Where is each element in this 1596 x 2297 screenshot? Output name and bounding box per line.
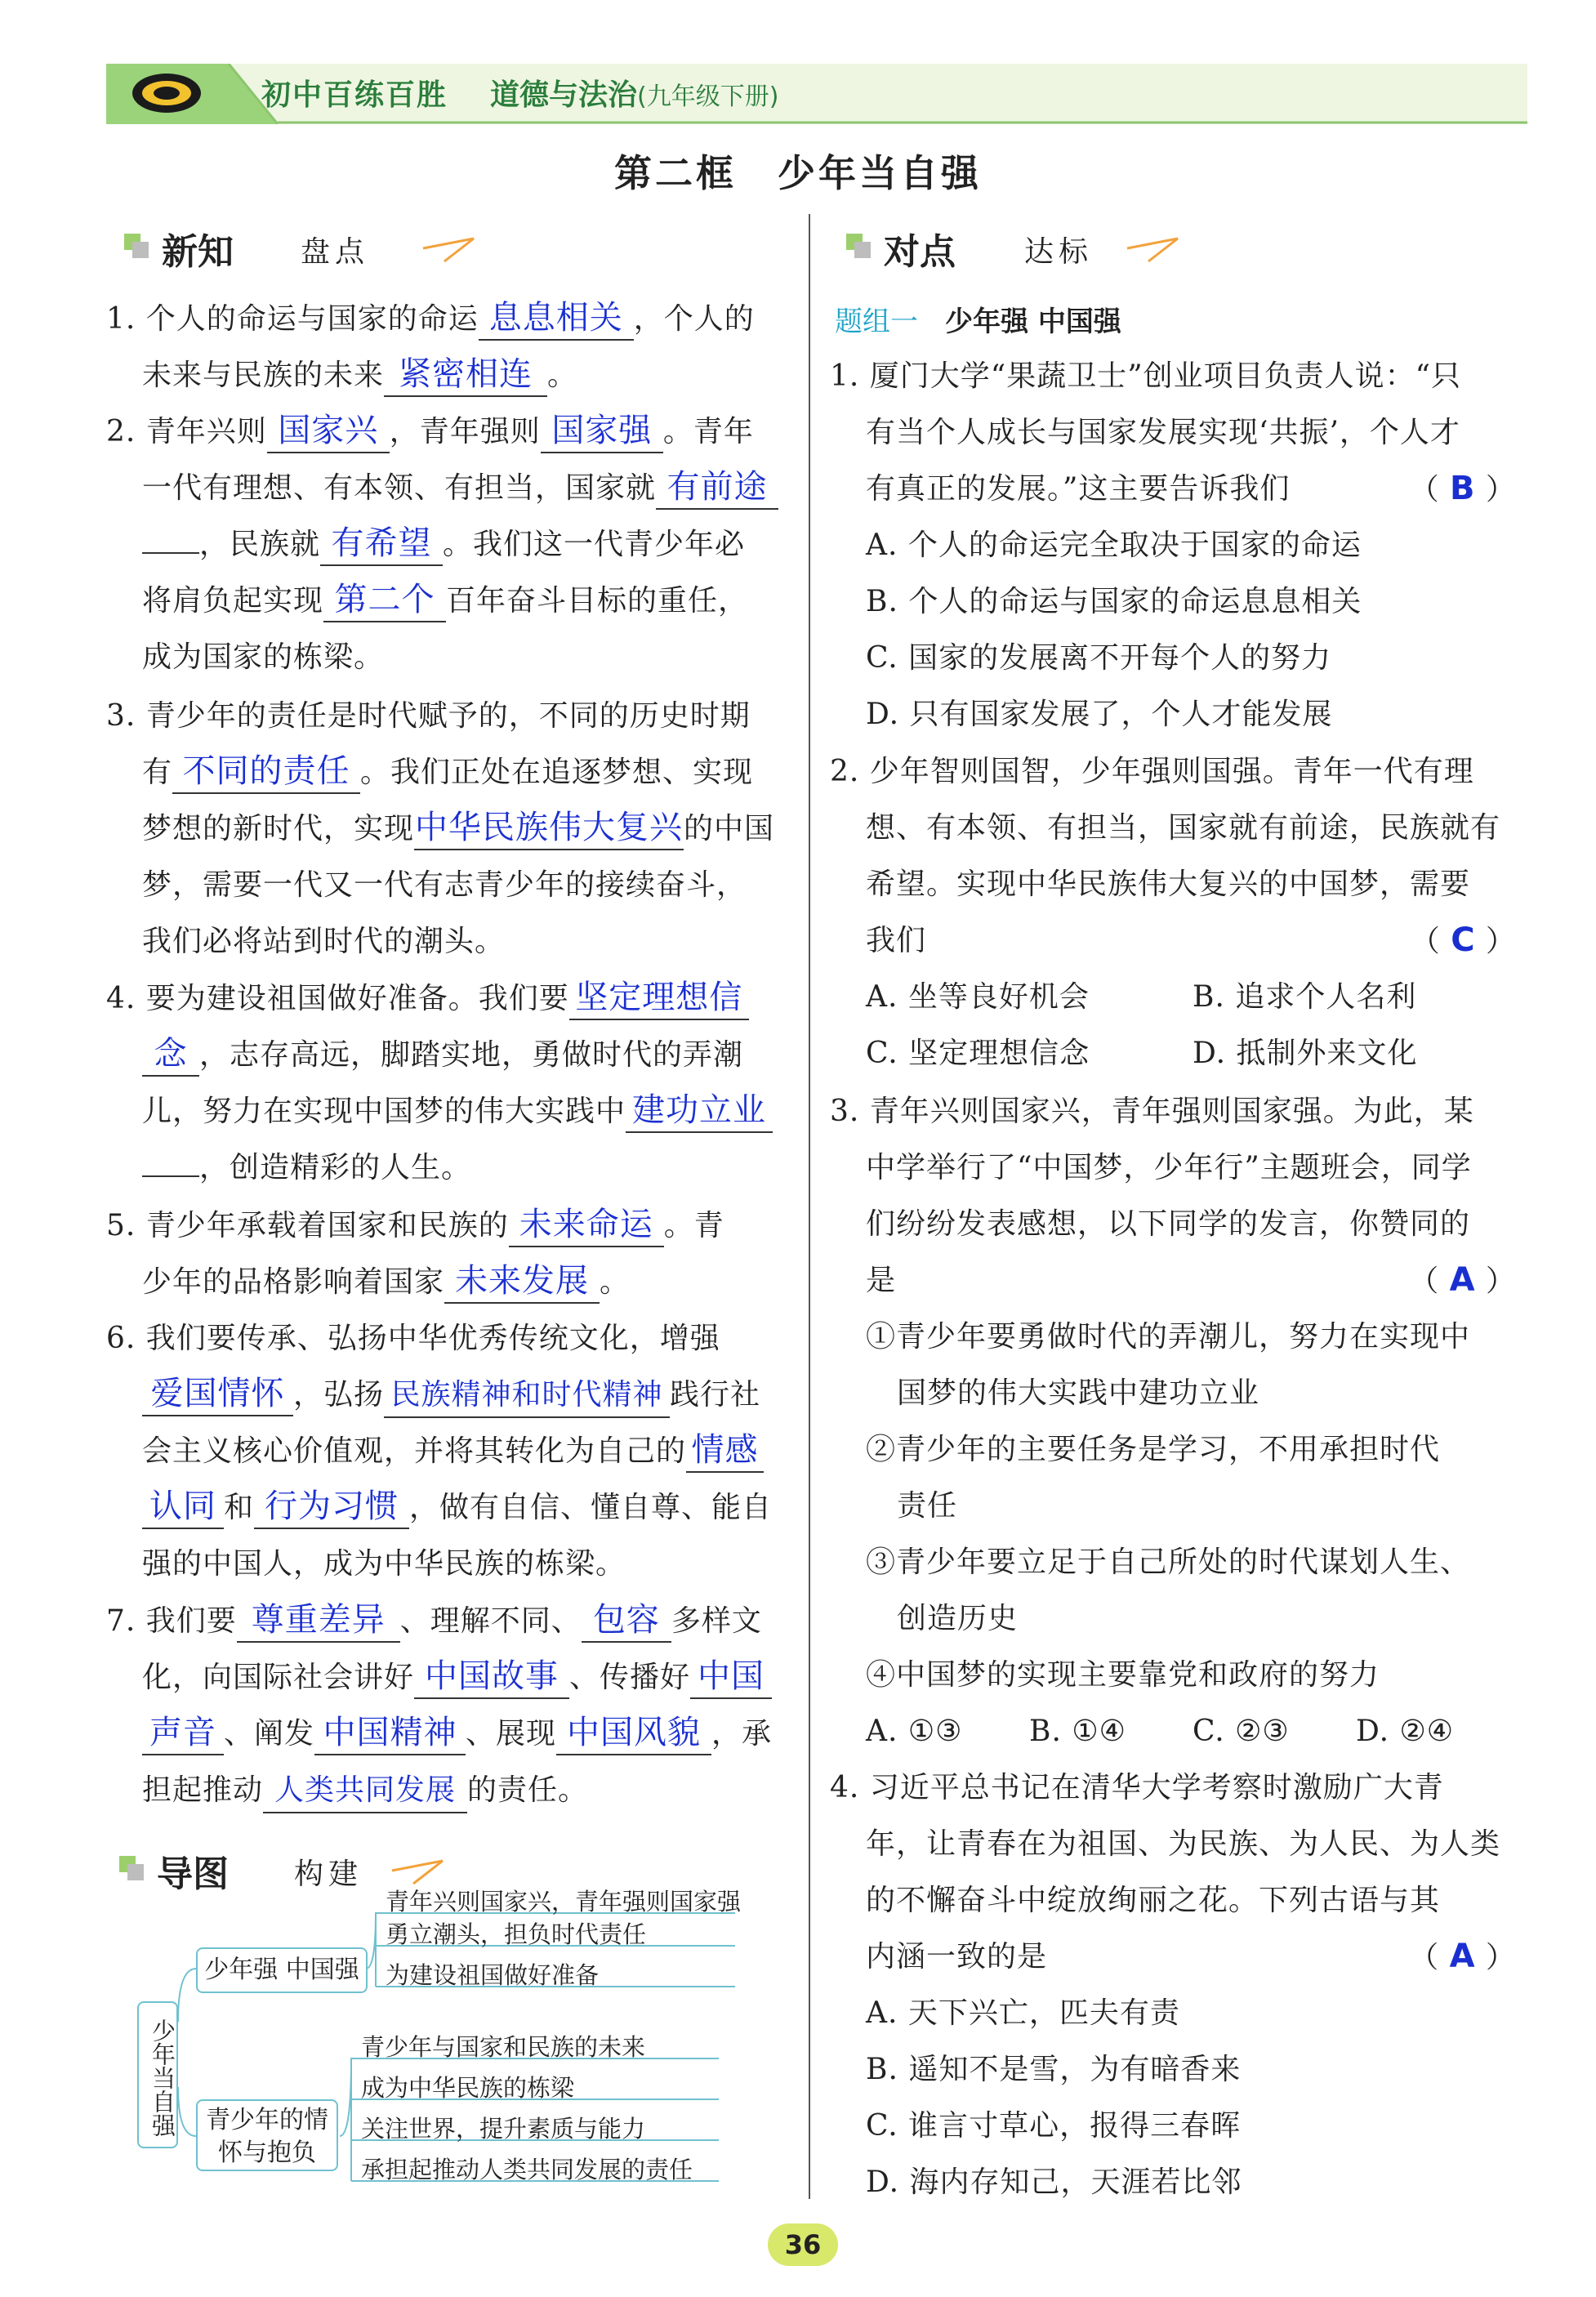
statement: ②青少年的主要任务是学习，不用承担时代 [866,1433,1441,1466]
choice-answer: A [1449,1261,1476,1299]
text: 践行社 [670,1378,761,1412]
option: A. ①③ [866,1715,963,1748]
text-line: 希望。实现中华民族伟大复兴的中国梦，需要 [866,868,1471,901]
text-line: 年，让青春在为祖国、为民族、为人民、为人类 [866,1827,1501,1861]
page-header [106,64,1527,124]
answer-bracket: （ A ） [1409,1938,1516,1975]
option: C. 谁言寸草心，报得三春晖 [866,2109,1242,2143]
section-square-icon [846,234,871,258]
text: 有 [142,756,173,789]
answer-bracket: （ C ） [1410,921,1516,959]
section-subtitle: 构建 [294,1858,363,1891]
text: 我们必将站到时代的潮头。 [142,925,506,958]
answer-blank: 中国精神 [314,1711,466,1755]
section-title: 导图 [157,1853,229,1895]
text-line: 中学举行了“中国梦，少年行”主题班会，同学 [866,1151,1472,1184]
text-line: 4. 习近平总书记在清华大学考察时激励广大青 [830,1771,1444,1804]
text-line [106,1367,800,1423]
text: ，民族就 [199,528,321,561]
text: 内涵一致的是 [866,1940,1048,1974]
text-line [106,1479,800,1536]
left-question-1 [106,291,792,404]
text: ，个人的 [633,302,755,336]
text-line [106,1254,792,1310]
answer-blank: 中华民族伟大复兴 [414,806,684,850]
option-row [830,1025,1516,1082]
text-line [830,1929,1516,1985]
section-header-duidian [846,222,1173,271]
text: 是 [866,1264,897,1297]
mind-map-leaf: 青年兴则国家兴，青年强则国家强 [386,1888,742,1916]
option: D. ②④ [1356,1715,1455,1748]
text-line: 1. 厦门大学“果蔬卫士”创业项目负责人说：“只 [830,359,1462,393]
choice-answer: C [1451,921,1476,959]
left-question-6 [106,1310,800,1592]
text: ，承 [711,1717,773,1751]
text: 。我们正处在追逐梦想、实现 [360,756,754,789]
text-line [106,1706,800,1762]
mind-map-leaf: 青少年与国家和民族的未来 [361,2033,646,2061]
group-title: 少年强 中国强 [945,306,1121,338]
text: 百年奋斗目标的重任， [446,584,749,618]
option: A. 坐等良好机会 [866,980,1090,1014]
text-line [830,461,1516,517]
page-number: 36 [768,2223,838,2266]
text: 的中国 [684,812,775,845]
answer-blank: 中国风貌 [556,1711,711,1755]
right-question-3 [830,1083,1516,1760]
text-line [830,912,1516,969]
statement: 创造历史 [897,1602,1019,1635]
text-line [106,1198,792,1254]
text: 儿，努力在实现中国梦的伟大实践中 [142,1095,626,1128]
option-row [830,969,1516,1025]
text: 梦想的新时代，实现 [142,812,415,845]
text: ，弘扬 [293,1378,385,1412]
text: 强的中国人，成为中华民族的栋梁。 [142,1547,626,1581]
text-line: 3. 青年兴则国家兴，青年强则国家强。为此，某 [830,1095,1474,1128]
text: 多样文 [671,1604,762,1638]
text-line [106,516,792,573]
answer-blank: 中国故事 [414,1655,569,1699]
text: 梦，需要一代又一代有志青少年的接续奋斗， [142,868,747,902]
text: 将肩负起实现 [142,584,324,618]
answer-blank: 有前途 [656,466,778,510]
option: D. 海内存知己，天涯若比邻 [866,2165,1242,2199]
section-title: 新知 [162,231,234,273]
text: 。我们这一代青少年必 [443,528,746,561]
answer-blank: 有希望 [320,522,443,566]
statement: ①青少年要勇做时代的弄潮儿，努力在实现中 [866,1320,1471,1354]
option: C. 国家的发展离不开每个人的努力 [866,641,1332,675]
answer-blank: 坚定理想信 [569,976,749,1020]
series-title: 初中百练百胜 [261,78,448,112]
option: C. 坚定理想信念 [866,1037,1090,1070]
series-logo-icon [118,69,240,118]
text: 、传播好 [569,1661,691,1694]
answer-blank: 不同的责任 [172,750,360,794]
mind-map-leaf: 承担起推动人类共同发展的责任 [361,2156,693,2183]
text-line [106,801,792,857]
answer-blank: 认同 [142,1485,224,1529]
text-line [106,688,792,744]
text-line [106,913,792,970]
option: B. 追求个人名利 [1193,980,1417,1014]
text-line [106,1593,800,1649]
answer-blank: 息息相关 [479,297,634,341]
left-question-2 [106,404,792,685]
left-question-3 [106,688,792,970]
text: ，做有自信、懂自尊、能自 [409,1491,773,1524]
section-square-icon [124,234,149,258]
option: B. 个人的命运与国家的命运息息相关 [866,585,1362,618]
mind-map-branch-2: 青少年的情怀与抱负 [196,2099,338,2171]
statement: 国梦的伟大实践中建功立业 [897,1376,1260,1410]
section-title: 对点 [884,231,956,273]
answer-blank: 尊重差异 [237,1599,400,1643]
text-line [106,629,792,685]
text-line [106,1310,800,1367]
text: 和 [224,1491,255,1524]
mind-map-branch-1: 少年强 中国强 [196,1947,368,1993]
left-question-4 [106,970,800,1196]
choice-answer: B [1450,470,1476,507]
text: 2. 青年兴则 [106,415,267,448]
statement: 责任 [897,1489,958,1523]
text: 有真正的发展。”这主要告诉我们 [866,472,1291,506]
answer-blank: 建功立业 [626,1089,773,1133]
text-line [106,857,792,913]
text-line [106,1423,800,1479]
option: B. ①④ [1029,1715,1126,1748]
text-line [106,744,792,801]
subject-name: 道德与法治 [490,78,638,112]
text-line [106,1083,800,1140]
text-line [106,1027,800,1083]
subject-title [490,72,778,114]
arrow-decoration-icon [420,232,477,265]
statement: ④中国梦的实现主要靠党和政府的努力 [866,1658,1380,1692]
answer-blank: 国家强 [541,409,663,453]
text-line [106,1536,800,1592]
mind-map-leaf: 为建设祖国做好准备 [386,1961,600,1989]
text: 担起推动 [142,1773,264,1807]
text: 会主义核心价值观，并将其转化为自己的 [142,1434,687,1468]
text: 4. 要为建设祖国做好准备。我们要 [106,982,569,1015]
statement: ③青少年要立足于自己所处的时代谋划人生、 [866,1545,1471,1579]
section-subtitle: 达标 [1024,235,1094,269]
answer-blank: 声音 [142,1711,224,1755]
mind-map-leaf: 勇立潮头，担负时代责任 [386,1920,647,1948]
section-subtitle: 盘点 [301,235,370,269]
mind-map [131,1888,751,2214]
text: 。 [600,1265,631,1299]
text: 、理解不同、 [399,1604,582,1638]
right-question-2 [830,743,1516,1082]
text: 6. 我们要传承、弘扬中华优秀传统文化，增强 [106,1322,720,1355]
left-question-7 [106,1593,800,1818]
text: 。青年 [662,415,754,448]
answer-blank: 包容 [582,1599,671,1643]
text: ，志存高远，脚踏实地，勇做时代的弄潮 [199,1038,744,1072]
text: 成为国家的栋梁。 [142,640,385,674]
choice-answer: A [1449,1938,1476,1975]
column-divider [809,214,810,2199]
option: A. 个人的命运完全取决于国家的命运 [866,529,1362,562]
text: 5. 青少年承载着国家和民族的 [106,1209,509,1242]
text: ，创造精彩的人生。 [199,1151,472,1184]
text: 未来与民族的未来 [142,359,385,392]
blank-line [142,1151,199,1177]
text: 、阐发 [224,1717,315,1751]
question-group-header [835,299,1121,339]
right-question-4 [830,1760,1516,2210]
text-line: 2. 少年智则国智，少年强则国强。青年一代有理 [830,755,1474,788]
text: 。青 [663,1209,724,1242]
option: A. 天下兴亡，匹夫有责 [866,1996,1180,2030]
text-line [106,970,800,1027]
mind-map-root: 少年当自强 [137,2001,178,2148]
answer-blank: 第二个 [323,578,446,622]
text: 、展现 [466,1717,557,1751]
text: 7. 我们要 [106,1604,237,1638]
answer-blank: 念 [142,1033,199,1077]
answer-blank: 未来发展 [444,1260,600,1304]
text-line: 们纷纷发表感想，以下同学的发言，你赞同的 [866,1207,1471,1241]
answer-blank: 情感 [686,1429,764,1473]
text: 少年的品格影响着国家 [142,1265,445,1299]
text-line [106,1762,800,1818]
answer-blank: 国家兴 [267,409,390,453]
answer-blank: 未来命运 [509,1203,664,1247]
lesson-title: 第二框 少年当自强 [614,151,982,195]
option: D. 只有国家发展了，个人才能发展 [866,698,1333,731]
right-question-1 [830,348,1516,743]
mind-map-leaf: 关注世界，提升素质与能力 [361,2115,646,2143]
grade-label: (九年级下册) [637,83,779,111]
text: 化，向国际社会讲好 [142,1661,415,1694]
section-header-xinzhi [124,222,451,271]
text: 1. 个人的命运与国家的命运 [106,302,479,336]
group-label: 题组一 [835,306,918,338]
text-line [106,460,792,516]
left-question-5 [106,1198,792,1310]
option: C. ②③ [1193,1715,1290,1748]
text: 一代有理想、有本领、有担当，国家就 [142,471,657,505]
blank-line [142,528,199,554]
section-square-icon [119,1856,144,1880]
text-line [106,347,792,404]
option: D. 抵制外来文化 [1193,1037,1418,1070]
text-line: 有当个人成长与国家发展实现‘共振’，个人才 [866,416,1460,449]
answer-bracket: （ A ） [1409,1261,1516,1299]
answer-blank: 民族精神和时代精神 [384,1374,670,1418]
text-line [106,1140,800,1196]
text-line [106,1649,800,1706]
text-line: 的不懈奋斗中绽放绚丽之花。下列古语与其 [866,1884,1441,1917]
mind-map-leaf: 成为中华民族的栋梁 [361,2074,575,2102]
answer-blank: 行为习惯 [254,1485,409,1529]
answer-blank: 爱国情怀 [142,1372,293,1416]
text-line [106,573,792,629]
text: 。 [547,359,578,392]
text-line [106,404,792,460]
text-line [106,291,792,347]
option: B. 遥知不是雪，为有暗香来 [866,2053,1242,2086]
arrow-decoration-icon [1124,232,1181,265]
text-line [830,1252,1516,1309]
text: ，青年强则 [389,415,541,448]
answer-blank: 中国 [690,1655,772,1699]
text: 3. 青少年的责任是时代赋予的，不同的历史时期 [106,699,751,733]
answer-bracket: （ B ） [1409,470,1516,507]
text: 我们 [866,924,927,957]
text: 的责任。 [467,1773,589,1807]
answer-blank: 人类共同发展 [263,1769,467,1813]
arrow-decoration-icon [389,1854,446,1887]
option-row [830,1703,1516,1760]
answer-blank: 紧密相连 [384,353,547,397]
text-line: 想、有本领、有担当，国家就有前途，民族就有 [866,811,1501,845]
